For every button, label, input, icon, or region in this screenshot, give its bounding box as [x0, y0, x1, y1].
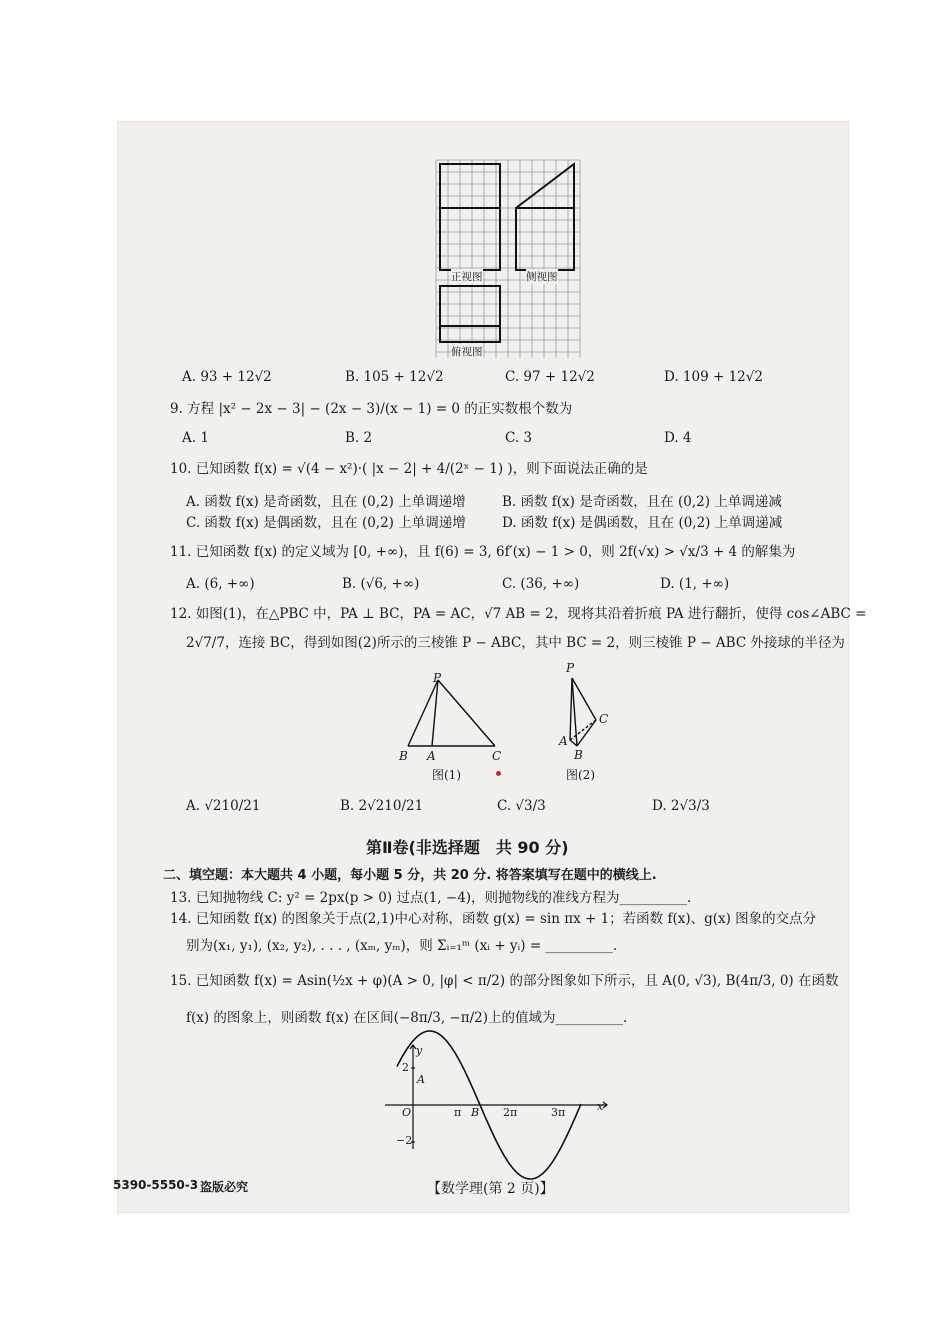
- graph-point-a: A: [417, 1073, 425, 1086]
- q9-option-c: C. 3: [505, 430, 533, 446]
- graph-label-neg2: −2: [396, 1134, 413, 1147]
- q14-line1: 14. 已知函数 f(x) 的图象关于点(2,1)中心对称，函数 g(x) = sin πx + 1；若函数 f(x)、g(x) 图象的交点分: [170, 911, 817, 927]
- q12-option-d: D. 2√3/3: [652, 798, 710, 814]
- q12-option-b: B. 2√210/21: [340, 798, 424, 814]
- q8-option-a: A. 93 + 12√2: [182, 369, 272, 385]
- fig2-caption: 图(2): [566, 768, 595, 782]
- q11-option-a: A. (6, +∞): [186, 576, 255, 592]
- graph-label-2: 2: [402, 1061, 409, 1074]
- q10-option-d: D. 函数 f(x) 是偶函数，且在 (0,2) 上单调递减: [502, 515, 783, 531]
- fig1-label-p: P: [433, 671, 442, 685]
- q10-option-c: C. 函数 f(x) 是偶函数，且在 (0,2) 上单调递增: [186, 515, 466, 531]
- graph-x-label: x: [597, 1100, 604, 1113]
- q8-option-c: C. 97 + 12√2: [505, 369, 595, 385]
- front-view-caption: 正视图: [451, 271, 483, 283]
- q14-line2: 别为(x₁, y₁), (x₂, y₂), . . . , (xₘ, yₘ)，则 Σᵢ₌₁ᵐ (xᵢ + yᵢ) = __________.: [186, 938, 618, 954]
- q15-sine-graph: [385, 1045, 615, 1155]
- part-2-heading: 第Ⅱ卷(非选择题 共 90 分): [366, 838, 569, 857]
- q10-option-b: B. 函数 f(x) 是奇函数，且在 (0,2) 上单调递减: [502, 494, 782, 510]
- graph-origin: O: [402, 1106, 412, 1119]
- top-view-caption: 俯视图: [451, 346, 483, 358]
- fig1-label-b: B: [399, 749, 408, 763]
- q11-option-d: D. (1, +∞): [660, 576, 730, 592]
- graph-tick-2pi: 2π: [503, 1106, 518, 1119]
- fig1-caption: 图(1): [432, 768, 461, 782]
- graph-y-label: y: [416, 1044, 423, 1057]
- q11-option-b: B. (√6, +∞): [342, 576, 420, 592]
- graph-tick-pi: π: [454, 1106, 462, 1119]
- q15-line1: 15. 已知函数 f(x) = Asin(½x + φ)(A > 0, |φ| < π/2) 的部分图象如下所示，且 A(0, √3), B(4π/3, 0) 在函数: [170, 973, 839, 989]
- footer-note: 盗版必究: [200, 1180, 249, 1194]
- q9-option-d: D. 4: [664, 430, 692, 446]
- q15-line2: f(x) 的图象上，则函数 f(x) 在区间(−8π/3, −π/2)上的值域为__________.: [186, 1010, 628, 1026]
- q10-stem: 10. 已知函数 f(x) = √(4 − x²)·( |x − 2| + 4/(2ˣ − 1) )，则下面说法正确的是: [170, 461, 648, 477]
- graph-tick-3pi: 3π: [551, 1106, 566, 1119]
- q9-option-a: A. 1: [182, 430, 209, 446]
- q12-figure-2: [560, 670, 620, 770]
- fig2-label-b: B: [574, 748, 583, 762]
- fig2-label-a: A: [559, 734, 568, 748]
- side-view-caption: 侧视图: [526, 271, 558, 283]
- fig1-label-a: A: [427, 749, 436, 763]
- ink-dot: [496, 771, 501, 776]
- fig2-label-c: C: [599, 712, 609, 726]
- q11-option-c: C. (36, +∞): [502, 576, 580, 592]
- grid-lines: [436, 160, 580, 358]
- fig2-label-p: P: [566, 661, 575, 675]
- q12-line1: 12. 如图(1)，在△PBC 中，PA ⊥ BC，PA = AC，√7 AB = 2，现将其沿着折痕 PA 进行翻折，使得 cos∠ABC =: [170, 606, 867, 622]
- q8-option-b: B. 105 + 12√2: [345, 369, 444, 385]
- footer-code: 5390-5550-3: [113, 1178, 199, 1192]
- q11-stem: 11. 已知函数 f(x) 的定义域为 [0, +∞)，且 f(6) = 3, 6f′(x) − 1 > 0，则 2f(√x) > √x/3 + 4 的解集为: [170, 544, 796, 560]
- footer-page: 【数学理(第 2 页)】: [427, 1181, 554, 1197]
- q12-option-a: A. √210/21: [186, 798, 261, 814]
- q12-line2: 2√7/7，连接 BC，得到如图(2)所示的三棱锥 P − ABC，其中 BC = 2，则三棱锥 P − ABC 外接球的半径为: [186, 635, 845, 651]
- q9-option-b: B. 2: [345, 430, 373, 446]
- fig1-label-c: C: [492, 749, 502, 763]
- graph-point-b: B: [471, 1106, 480, 1119]
- section-2-instructions: 二、填空题：本大题共 4 小题，每小题 5 分，共 20 分. 将答案填写在题中的横线上.: [163, 868, 657, 883]
- q12-option-c: C. √3/3: [497, 798, 546, 814]
- q13: 13. 已知抛物线 C: y² = 2px(p > 0) 过点(1, −4)，则抛物线的准线方程为__________.: [170, 890, 692, 906]
- q10-option-a: A. 函数 f(x) 是奇函数，且在 (0,2) 上单调递增: [186, 494, 466, 510]
- q8-option-d: D. 109 + 12√2: [664, 369, 763, 385]
- q9-stem: 9. 方程 |x² − 2x − 3| − (2x − 3)/(x − 1) = 0 的正实数根个数为: [170, 401, 573, 417]
